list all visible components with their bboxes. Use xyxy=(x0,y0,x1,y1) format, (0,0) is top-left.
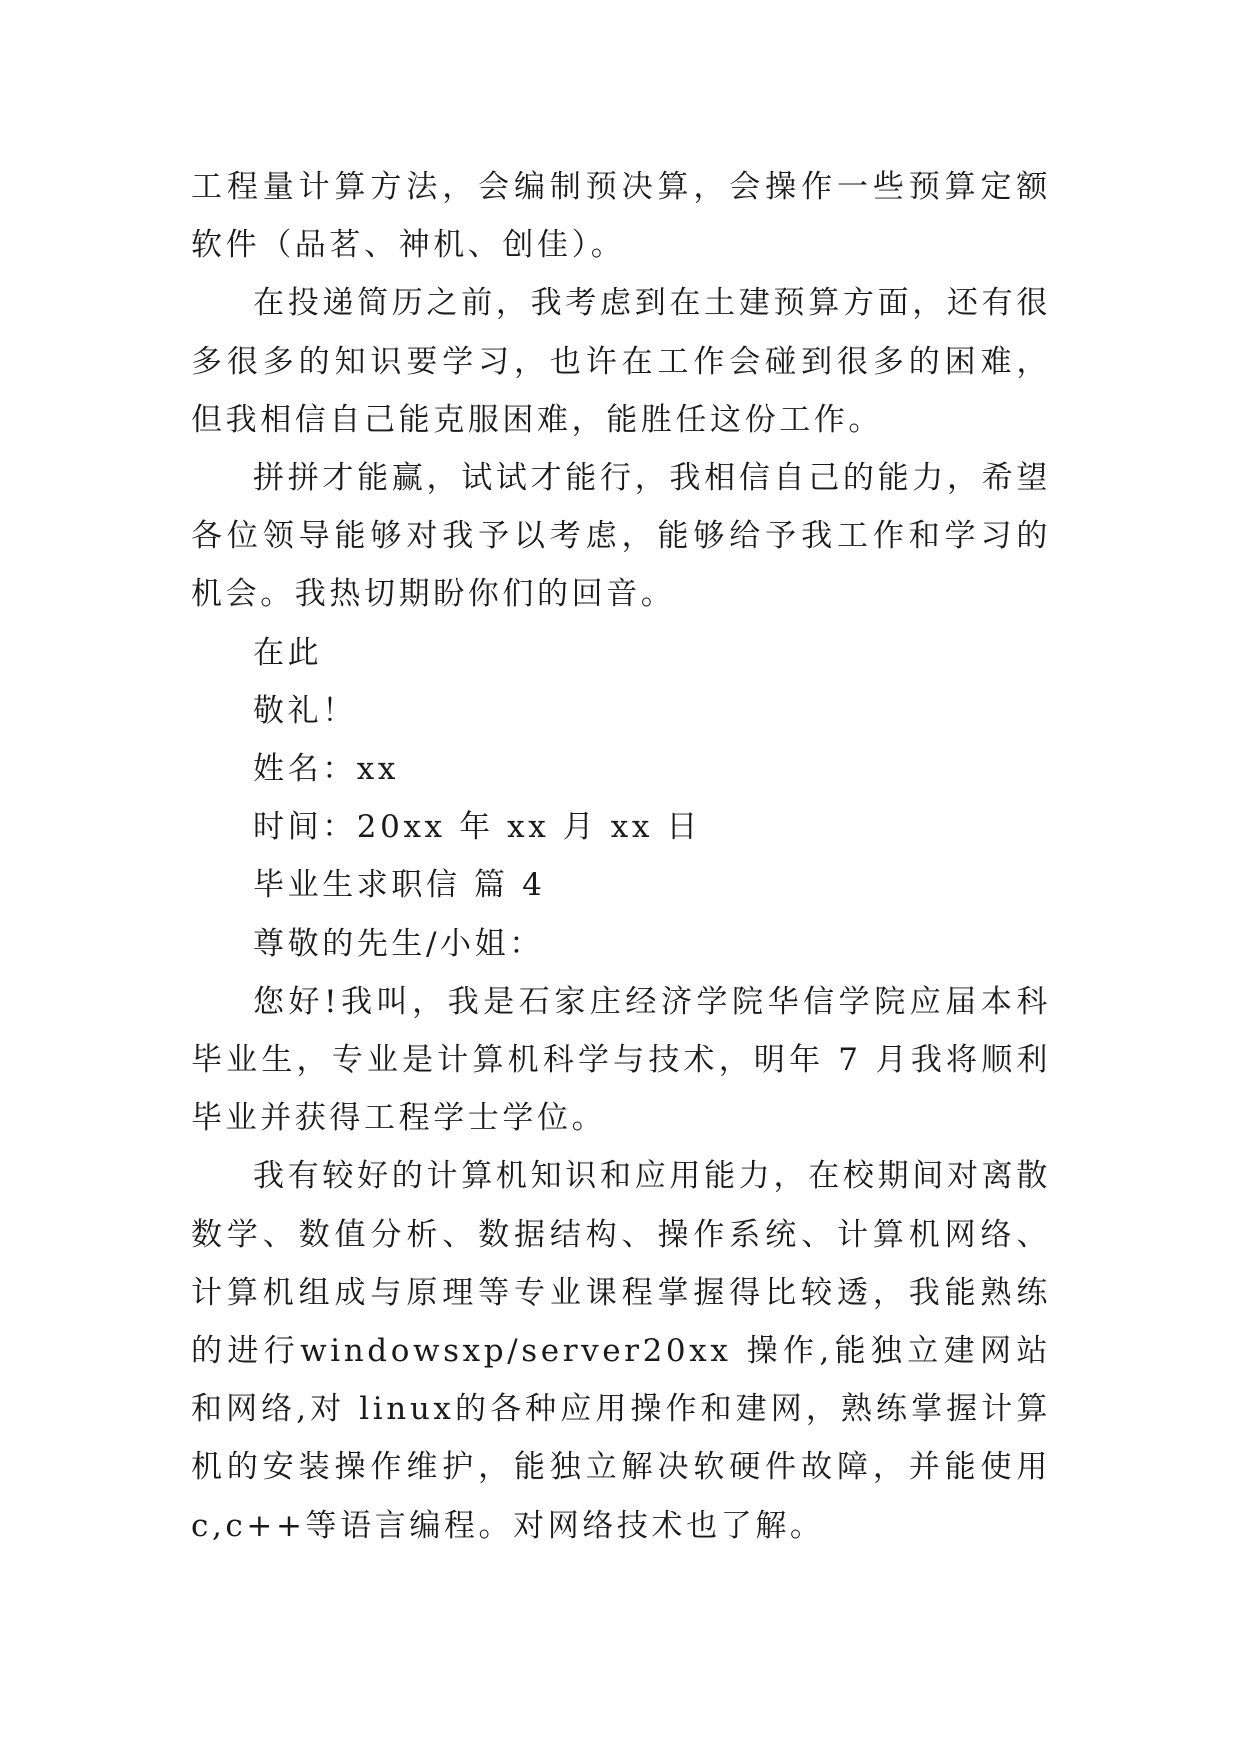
paragraph-resume-consideration: 在投递简历之前，我考虑到在土建预算方面，还有很多很多的知识要学习，也许在工作会碰到很多的困难，但我相信自己能克服困难，能胜任这份工作。 xyxy=(191,285,1051,438)
salutation-line-1: 在此 xyxy=(253,634,323,671)
paragraph-skills-continued: 工程量计算方法，会编制预决算，会操作一些预算定额软件（品茗、神机、创佳）。 xyxy=(191,169,1051,264)
signature-date: 时间：20xx 年 xx 月 xx 日 xyxy=(253,809,702,846)
salutation-line-2: 敬礼！ xyxy=(253,692,357,729)
section-heading: 毕业生求职信 篇 4 xyxy=(253,867,546,904)
paragraph-introduction: 您好!我叫，我是石家庄经济学院华信学院应届本科毕业生，专业是计算机科学与技术，明年 7 月我将顺利毕业并获得工程学士学位。 xyxy=(191,983,1051,1137)
signature-name: 姓名：xx xyxy=(253,751,399,788)
letter-body xyxy=(191,158,1051,1555)
paragraph-closing-hope: 拼拼才能赢，试试才能行，我相信自己的能力，希望各位领导能够对我予以考虑，能够给予我工作和学习的机会。我热切期盼你们的回音。 xyxy=(191,460,1051,613)
paragraph-computer-skills: 我有较好的计算机知识和应用能力，在校期间对离散数学、数值分析、数据结构、操作系统、计算机网络、计算机组成与原理等专业课程掌握得比较透，我能熟练的进行windowsxp/server20xx 操作,能独立建网站和网络,对 linux的各种应用操作和建网，熟练掌握计算机的安装操作维护，能独立解决软硬件故障，并能使用 c,c++等语言编程。对网络技术也了解。 xyxy=(191,1158,1051,1544)
greeting: 尊敬的先生/小姐： xyxy=(253,925,544,962)
